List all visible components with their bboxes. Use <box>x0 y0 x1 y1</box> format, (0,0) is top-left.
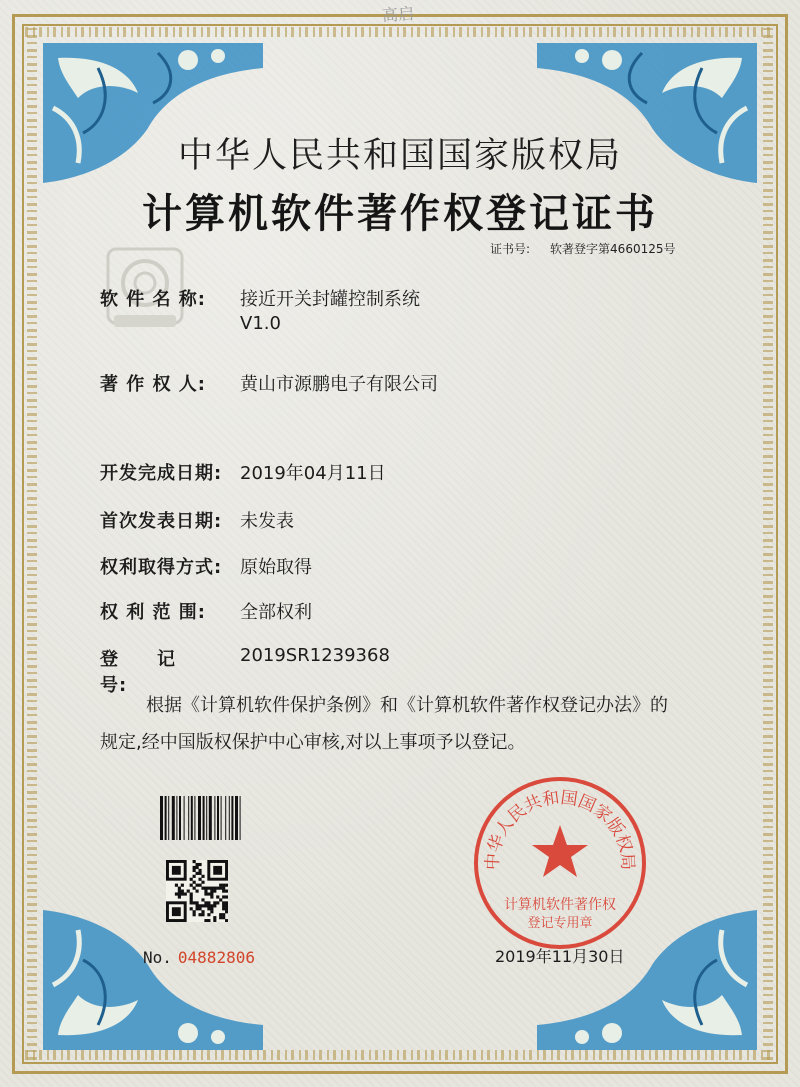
field-software-name <box>100 285 420 334</box>
seal-star-icon <box>532 825 588 877</box>
acquire-method-label: 权利取得方式: <box>100 557 223 578</box>
qr-code <box>166 860 228 922</box>
software-version: V1.0 <box>240 313 281 334</box>
field-first-publication <box>100 507 294 533</box>
pencil-note: 高启 <box>381 3 415 26</box>
certificate-number-value: 软著登字第4660125号 <box>550 242 676 256</box>
acquire-method-value: 原始取得 <box>240 557 312 578</box>
official-red-seal <box>470 773 650 953</box>
serial-number-value: 04882806 <box>177 948 255 967</box>
corner-ornament-bottom-left <box>38 905 268 1055</box>
greek-key-strip-top <box>25 27 775 37</box>
certificate-number <box>490 240 676 257</box>
first-pub-value: 未发表 <box>240 511 294 532</box>
barcode <box>160 796 280 840</box>
copyright-owner-value: 黄山市源鹏电子有限公司 <box>240 374 438 395</box>
scope-value: 全部权利 <box>240 602 312 623</box>
issue-date: 2019年11月30日 <box>495 947 625 966</box>
scope-label: 权 利 范 围: <box>100 602 206 623</box>
serial-number <box>143 948 255 967</box>
first-pub-label: 首次发表日期: <box>100 511 223 532</box>
software-name-value: 接近开关封罐控制系统 <box>240 289 420 310</box>
seal-ring-text: 中华人民共和国国家版权局 <box>482 787 638 871</box>
field-registration-number <box>100 645 390 697</box>
dev-date-label: 开发完成日期: <box>100 463 223 484</box>
issuing-organization: 中华人民共和国国家版权局 <box>177 136 622 176</box>
field-dev-date <box>100 459 386 485</box>
certificate-number-label: 证书号: <box>490 242 531 256</box>
copyright-owner-label: 著 作 权 人: <box>100 374 206 395</box>
field-rights-scope <box>100 598 312 624</box>
seal-inner-line-2: 登记专用章 <box>527 916 593 931</box>
statement-line-2: 规定,经中国版权保护中心审核,对以上事项予以登记。 <box>100 731 526 753</box>
certificate-title: 计算机软件著作权登记证书 <box>142 191 658 237</box>
reg-no-value: 2019SR1239368 <box>240 645 390 666</box>
field-acquire-method <box>100 553 312 579</box>
statement-line-1: 根据《计算机软件保护条例》和《计算机软件著作权登记办法》的 <box>146 695 668 716</box>
reg-no-label: 登 记 号: <box>100 649 214 696</box>
serial-prefix: No. <box>143 948 172 967</box>
seal-inner-line-1: 计算机软件著作权 <box>504 897 616 913</box>
field-copyright-owner <box>100 370 438 396</box>
dev-date-value: 2019年04月11日 <box>240 463 386 484</box>
software-name-label: 软 件 名 称: <box>100 289 206 310</box>
registration-statement <box>100 692 720 758</box>
